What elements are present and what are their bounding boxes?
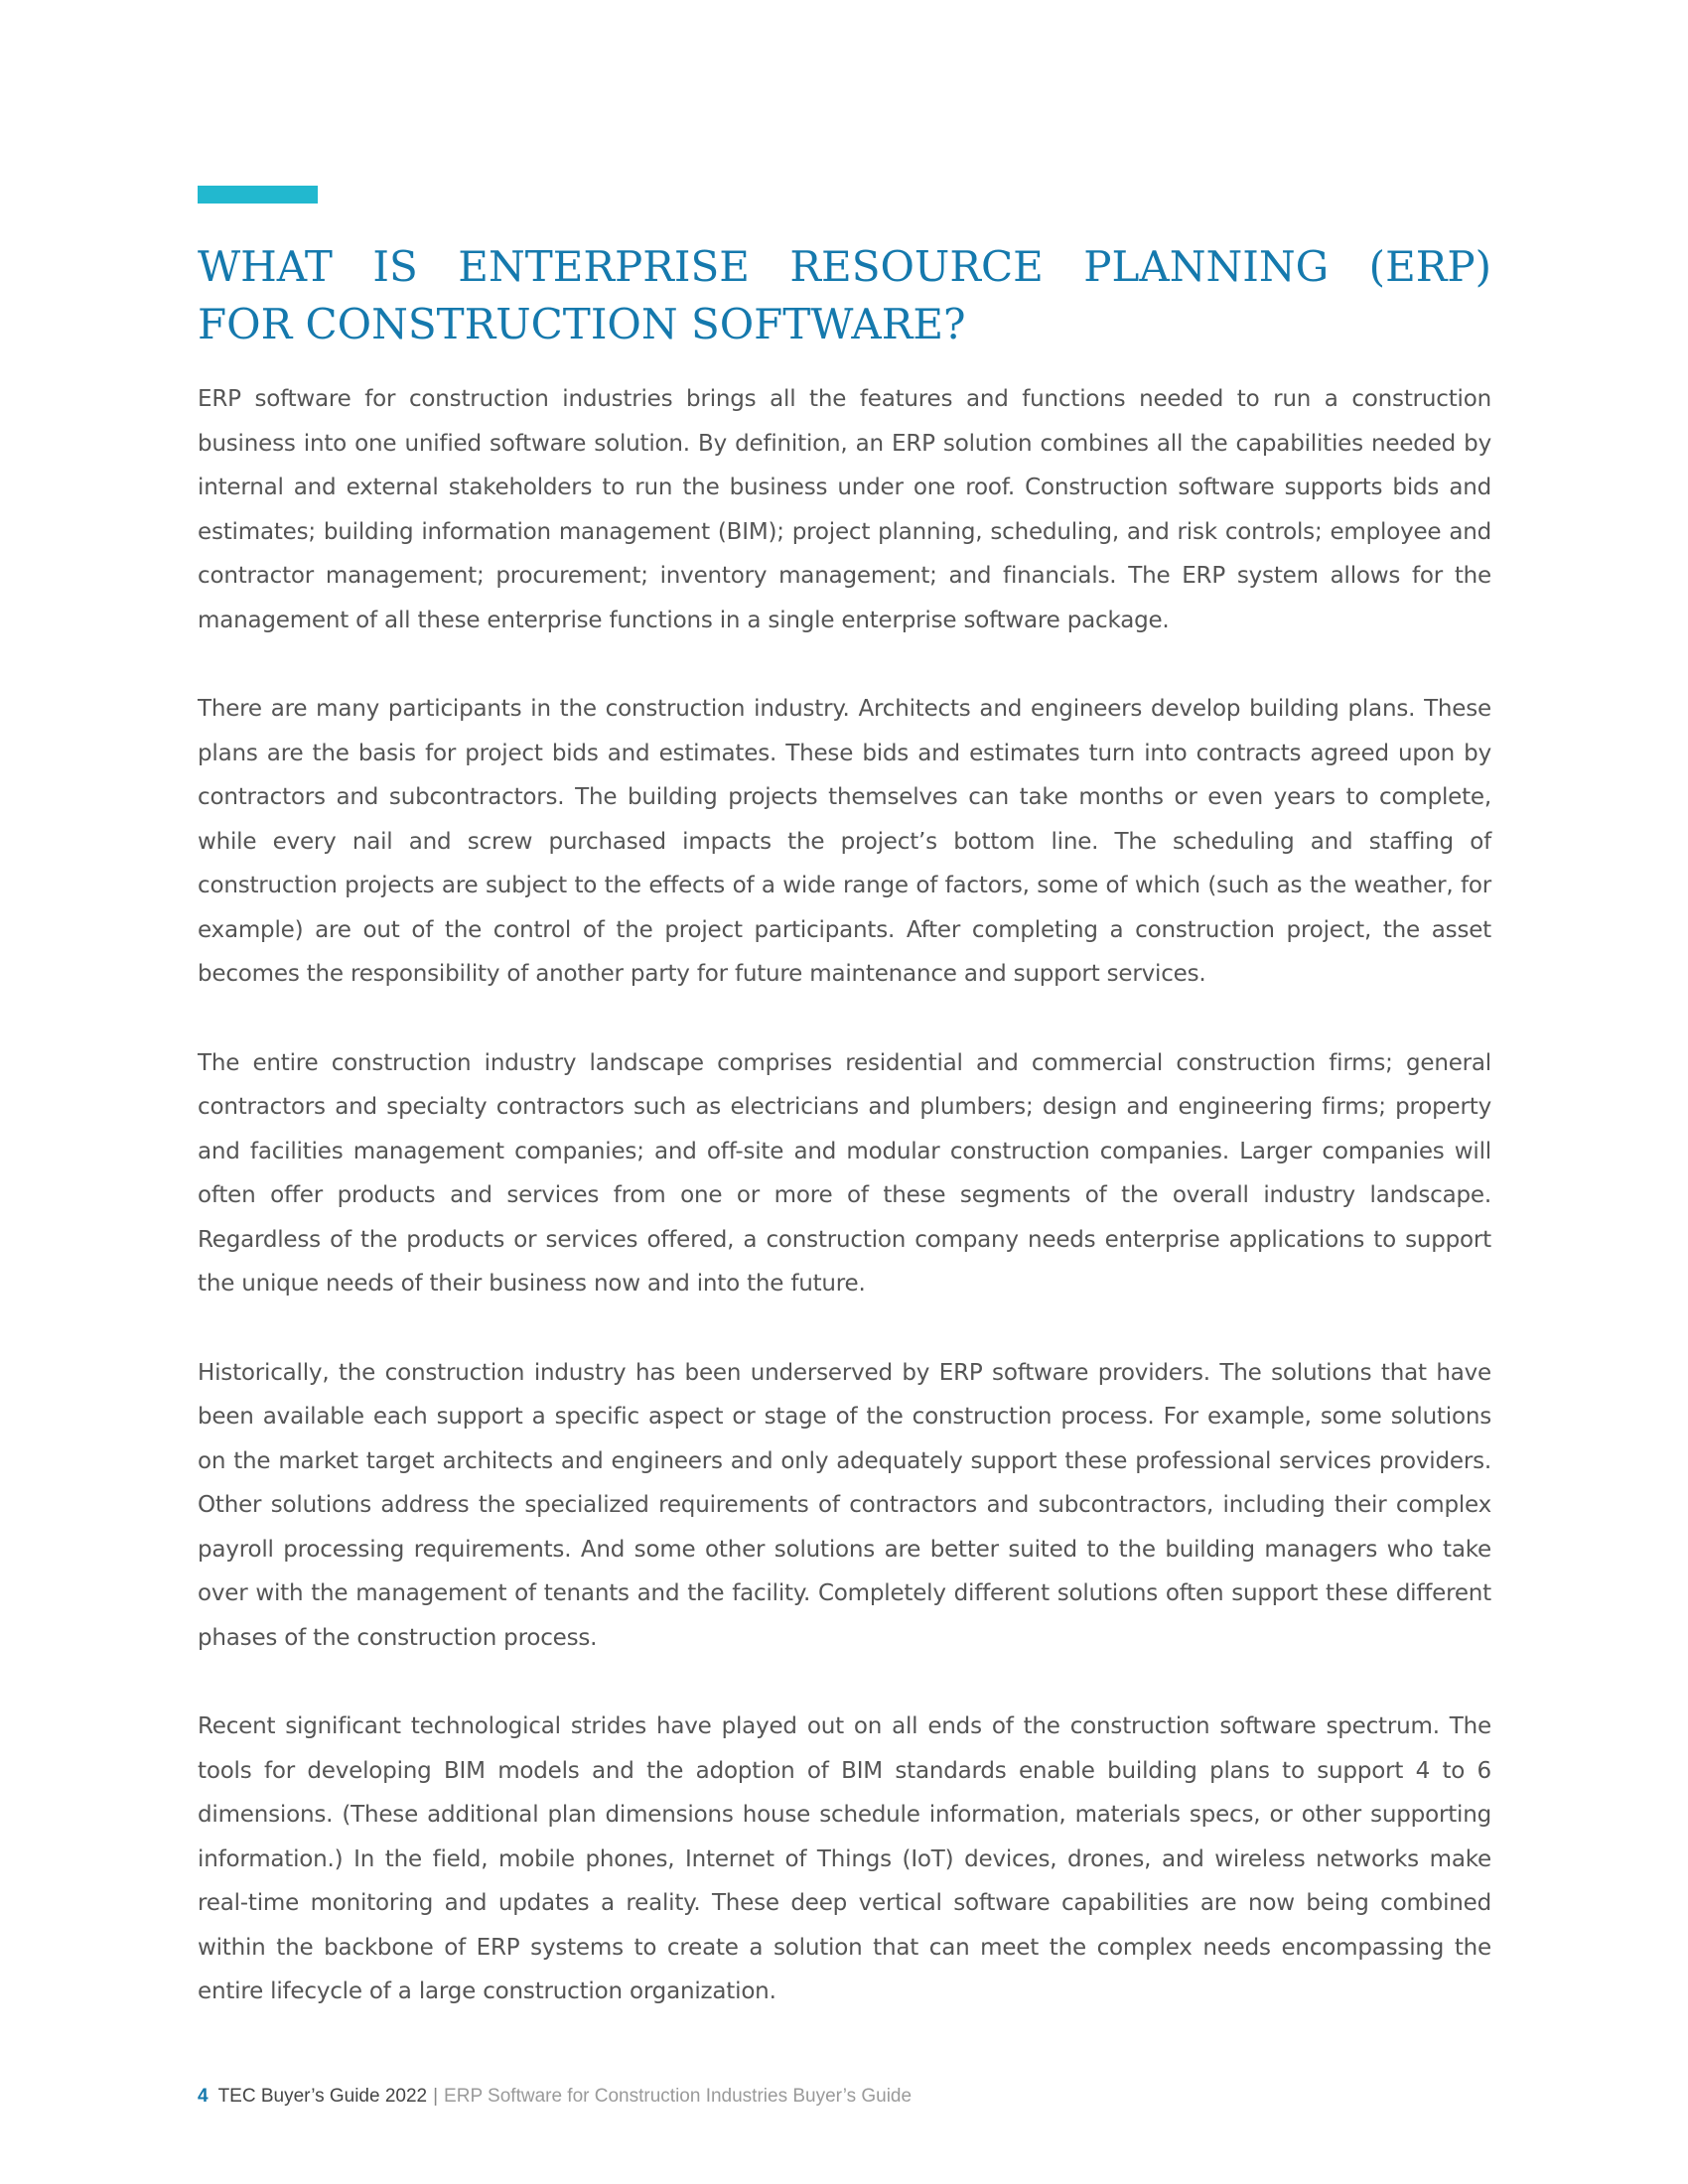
- accent-bar: [198, 186, 318, 204]
- page-title-line-1: WHAT IS ENTERPRISE RESOURCE PLANNING (ERP): [198, 242, 1491, 291]
- body-paragraph-5: Recent significant technological strides have played out on all ends of the construction software spectrum. The tools for developing BIM models and the adoption of BIM standards enable building plans to support 4 to 6 dimensions. (These additional plan dimensions house schedule information, materials specs, or other supporting information.) In the field, mobile phones, Internet of Things (IoT) devices, drones, and wireless networks make real-time monitoring and updates a reality. These deep vertical software capabilities are now being combined within the backbone of ERP systems to create a solution that can meet the complex needs encompassing the entire lifecycle of a large construction organization.: [198, 1713, 1491, 2004]
- body-content: [198, 377, 1491, 2059]
- body-paragraph-1: ERP software for construction industries brings all the features and functions needed to run a construction business into one unified software solution. By definition, an ERP solution combines all the capabilities needed by internal and external stakeholders to run the business under one roof. Construction software supports bids and estimates; building information management (BIM); project planning, scheduling, and risk controls; employee and contractor management; procurement; inventory management; and financials. The ERP system allows for the management of all these enterprise functions in a single enterprise software package.: [198, 386, 1491, 633]
- body-paragraph-4: Historically, the construction industry has been underserved by ERP software providers. The solutions that have been available each support a specific aspect or stage of the construction process. For example, some solutions on the market target architects and engineers and only adequately support these professional services providers. Other solutions address the specialized requirements of contractors and subcontractors, including their complex payroll processing requirements. And some other solutions are better suited to the building managers who take over with the management of tenants and the facility. Completely different solutions often support these different phases of the construction process.: [198, 1359, 1491, 1651]
- footer-document-title: ERP Software for Construction Industries Buyer’s Guide: [444, 2086, 913, 2107]
- page-number: 4: [198, 2086, 209, 2107]
- page-title: [198, 238, 1491, 353]
- body-paragraph-3: The entire construction industry landscape comprises residential and commercial construction firms; general contractors and specialty contractors such as electricians and plumbers; design and engineering firms; property and facilities management companies; and off-site and modular construction companies. Larger companies will often offer products and services from one or more of these segments of the overall industry landscape. Regardless of the products or services offered, a construction company needs enterprise applications to support the unique needs of their business now and into the future.: [198, 1049, 1491, 1297]
- page-footer: [198, 2085, 912, 2109]
- page-title-line-2: FOR CONSTRUCTION SOFTWARE?: [198, 300, 966, 348]
- footer-guide-title: TEC Buyer’s Guide 2022: [217, 2086, 428, 2107]
- footer-separator: |: [433, 2086, 439, 2107]
- body-paragraph-2: There are many participants in the construction industry. Architects and engineers develop building plans. These plans are the basis for project bids and estimates. These bids and estimates turn into contracts agreed upon by contractors and subcontractors. The building projects themselves can take months or even years to complete, while every nail and screw purchased impacts the project’s bottom line. The scheduling and staffing of construction projects are subject to the effects of a wide range of factors, some of which (such as the weather, for example) are out of the control of the project participants. After completing a construction project, the asset becomes the responsibility of another party for future maintenance and support services.: [198, 696, 1491, 987]
